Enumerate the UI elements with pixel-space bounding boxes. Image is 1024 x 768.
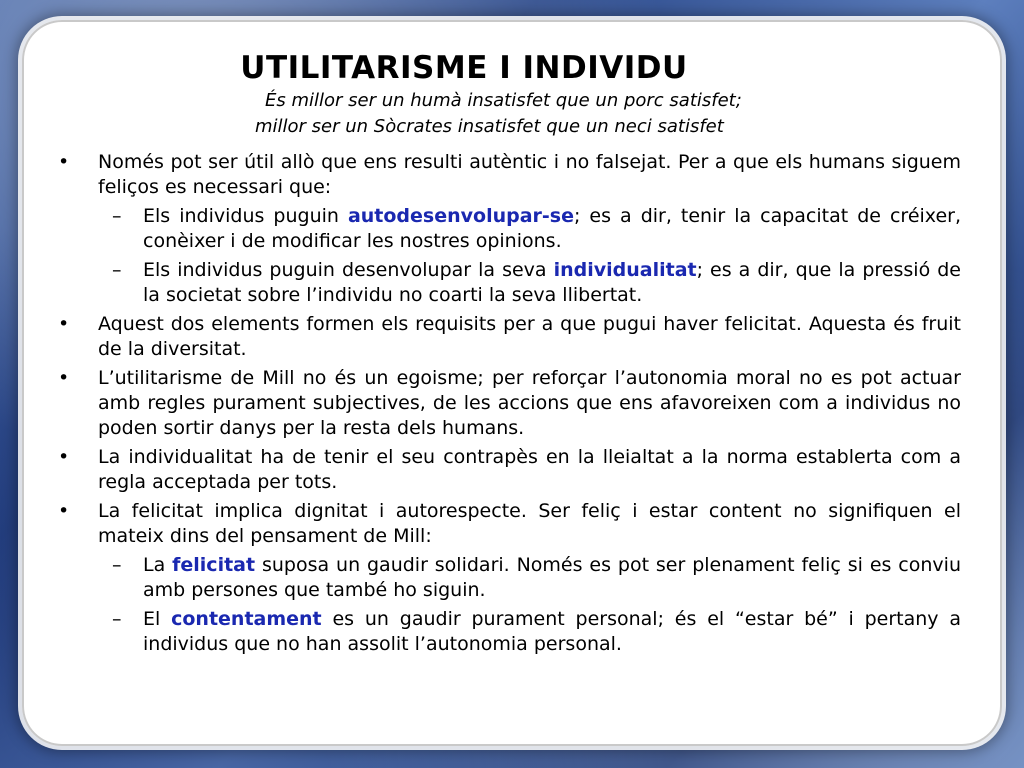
bullet-item-4 — [55, 445, 961, 495]
highlight-term-contentament: contentament — [171, 608, 322, 630]
bullet-text: La individualitat ha de tenir el seu contrapès en la lleialtat a la norma establerta com a regla acceptada per tots. — [98, 446, 961, 493]
sub-bullet-text: ; es a dir, tenir la capacitat de créixer, conèixer i de modificar les nostres opinions. — [143, 205, 961, 252]
bullet-text: Només pot ser útil allò que ens resulti autèntic i no falsejat. Per a que els humans siguem feliços es necessari que: — [98, 151, 961, 198]
bullet-text: La felicitat implica dignitat i autorespecte. Ser feliç i estar content no signifiquen el mateix dins del pensament de Mill: — [98, 500, 961, 547]
bullet-item-3 — [55, 366, 961, 441]
bullet-marker: • — [58, 446, 70, 468]
bullet-text: L’utilitarisme de Mill no és un egoisme; per reforçar l’autonomia moral no es pot actuar amb regles purament subjectives, de les accions que ens afavoreixen com a individus no poden sortir danys per la resta dels humans. — [98, 367, 961, 439]
dash-marker: – — [112, 259, 122, 281]
dash-marker: – — [112, 554, 122, 576]
sub-bullet-item — [98, 258, 961, 308]
sub-bullet-text: Els individus puguin — [143, 205, 348, 227]
sub-bullet-list — [98, 553, 961, 657]
bullet-marker: • — [58, 313, 70, 335]
slide-title: UTILITARISME I INDIVIDU — [240, 50, 688, 86]
bullet-marker: • — [58, 500, 70, 522]
sub-bullet-text: El — [143, 608, 172, 630]
sub-bullet-list — [98, 204, 961, 308]
slide-content — [55, 48, 961, 661]
bullet-text: Aquest dos elements formen els requisits per a que pugui haver felicitat. Aquesta és fruit de la diversitat. — [98, 313, 961, 360]
subtitle-line-2: millor ser un Sòcrates insatisfet que un neci satisfet — [255, 116, 724, 137]
sub-bullet-item — [98, 204, 961, 254]
bullet-marker: • — [58, 151, 70, 173]
dash-marker: – — [112, 608, 122, 630]
sub-bullet-item — [98, 607, 961, 657]
highlight-term-individualitat: individualitat — [553, 259, 697, 281]
highlight-term-felicitat: felicitat — [172, 554, 256, 576]
sub-bullet-item — [98, 553, 961, 603]
highlight-term-autodesenvolupar: autodesenvolupar-se — [347, 205, 574, 227]
sub-bullet-text: suposa un gaudir solidari. Només es pot ser plenament feliç si es conviu amb persones que també ho siguin. — [143, 554, 961, 601]
sub-bullet-text: es un gaudir purament personal; és el “estar bé” i pertany a individus que no han assolit l’autonomia personal. — [143, 608, 962, 655]
subtitle-line-1: És millor ser un humà insatisfet que un porc satisfet; — [265, 90, 742, 111]
sub-bullet-text: Els individus puguin desenvolupar la seva — [143, 259, 554, 281]
bullet-marker: • — [58, 367, 70, 389]
bullet-item-2 — [55, 312, 961, 362]
sub-bullet-text: La — [143, 554, 173, 576]
dash-marker: – — [112, 205, 122, 227]
bullet-item-5 — [55, 499, 961, 657]
bullet-list — [55, 150, 961, 657]
sub-bullet-text: ; es a dir, que la pressió de la societat sobre l’individu no coarti la seva llibertat. — [143, 259, 961, 306]
bullet-item-1 — [55, 150, 961, 308]
